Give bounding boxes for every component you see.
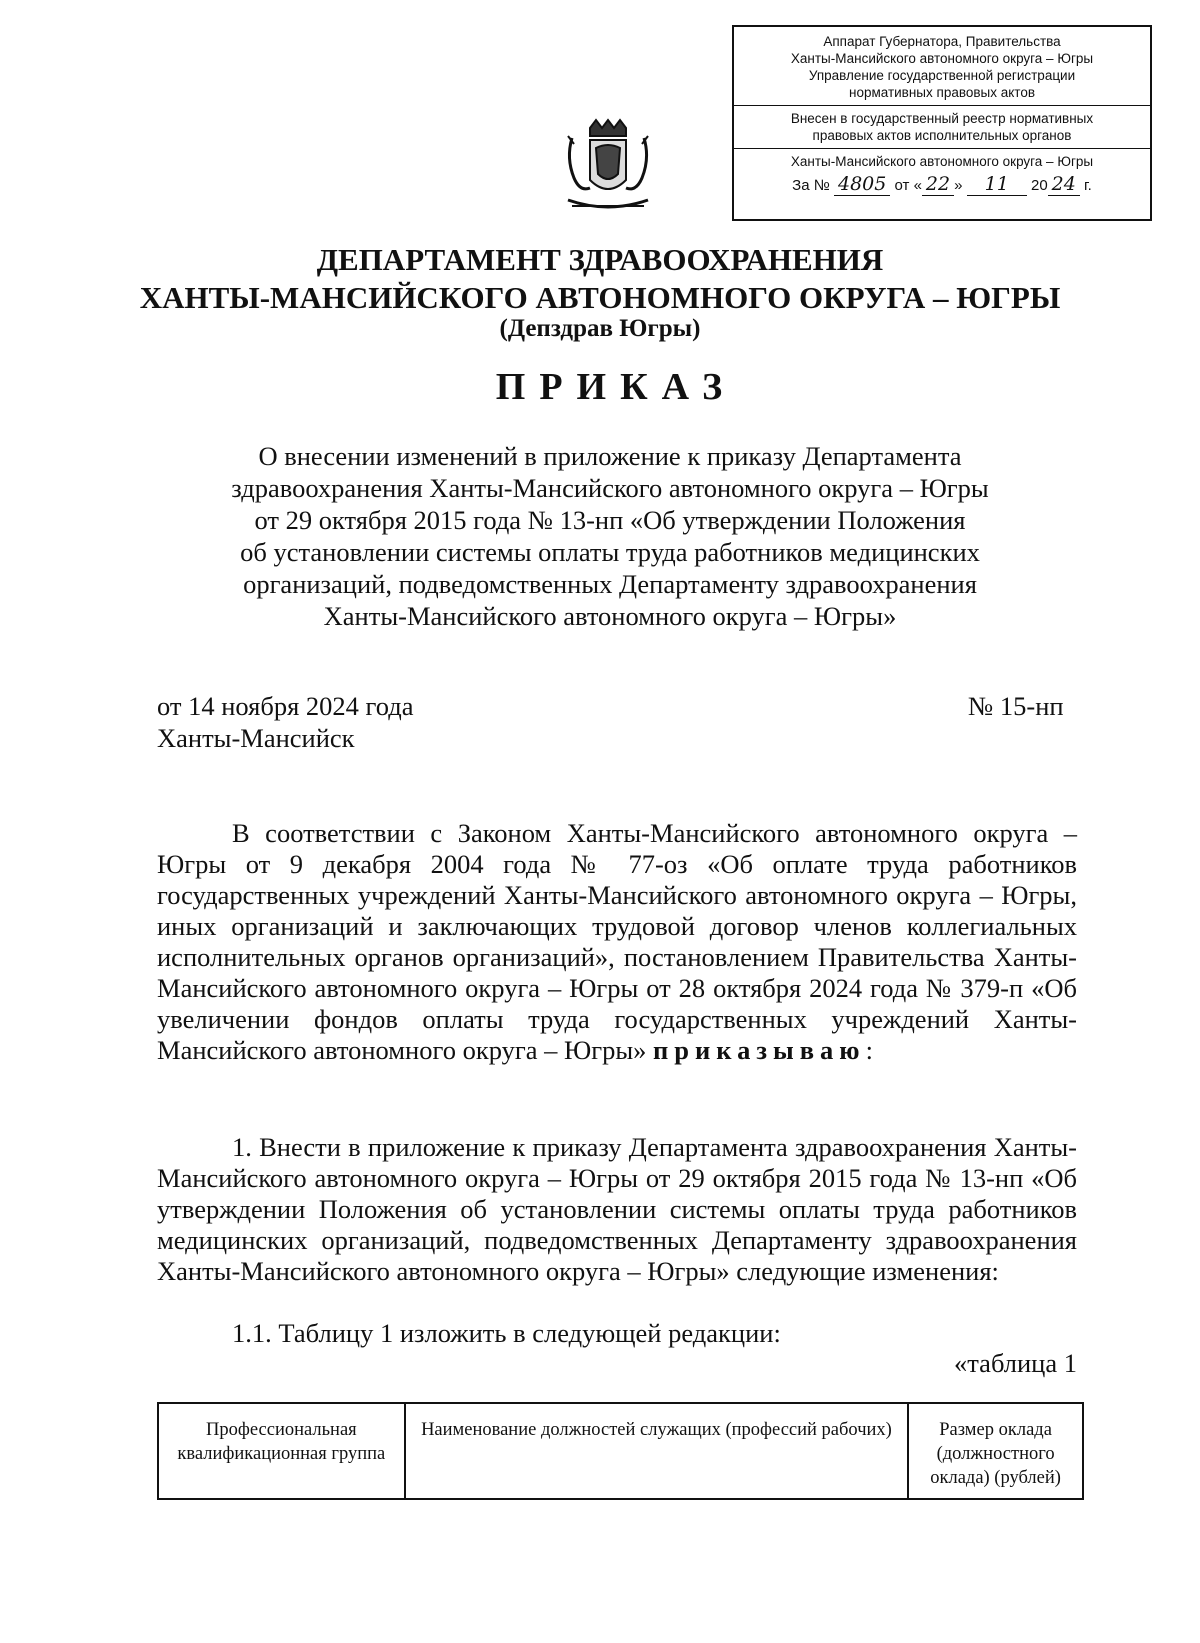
stamp-divider (734, 105, 1150, 106)
department-name-line1: ДЕПАРТАМЕНТ ЗДРАВООХРАНЕНИЯ (316, 242, 884, 277)
preamble-text: В соответствии с Законом Ханты-Мансийского автономного округа – Югры от 9 декабря 2004 года № 77-оз «Об оплате труда работников государственных учреждений Ханты-Мансийского автономного округа – Югры, иных организаций и заключающих трудовой договор членов коллегиальных исполнительных органов организаций», постановлением Правительства Ханты-Мансийского автономного округа – Югры от 28 октября 2024 года № 379-п «Об увеличении фондов оплаты труда государственных учреждений Ханты-Мансийского автономного округа – Югры» (157, 818, 1077, 1065)
stamp-line: Внесен в государственный реестр нормативных (790, 111, 1094, 126)
stamp-line: Ханты-Мансийского автономного округа – Югры (790, 154, 1094, 169)
preamble-paragraph (157, 818, 1077, 1066)
stamp-line: Ханты-Мансийского автономного округа – Югры (790, 51, 1094, 66)
subject-line: об установлении системы оплаты труда работников медицинских (240, 537, 980, 567)
stamp-line: Управление государственной регистрации (808, 68, 1076, 83)
department-name-line2: ХАНТЫ-МАНСИЙСКОГО АВТОНОМНОГО ОКРУГА – ЮГРЫ (139, 280, 1061, 315)
clause-1-paragraph: 1. Внести в приложение к приказу Департамента здравоохранения Ханты-Мансийского автономного округа – Югры от 29 октября 2015 года № 13-нп «Об утверждении Положения об установлении системы оплаты труда работников медицинских организаций, подведомственных Департаменту здравоохранения Ханты-Мансийского автономного округа – Югры» следующие изменения: (157, 1132, 1077, 1286)
preamble-end: : (865, 1035, 873, 1065)
reg-number: 4805 (834, 173, 890, 196)
table-header-qualification-group: Профессиональная квалификационная группа (158, 1403, 405, 1499)
subject-line: организаций, подведомственных Департаменту здравоохранения (243, 569, 977, 599)
reg-close: » (954, 177, 963, 194)
stamp-line: Аппарат Губернатора, Правительства (823, 34, 1061, 49)
reg-year-prefix: 20 (1030, 177, 1048, 194)
registration-stamp (732, 25, 1152, 221)
reg-from: от « (894, 177, 922, 194)
coat-of-arms-emblem (560, 118, 656, 218)
stamp-registration-line (742, 173, 1142, 195)
reg-prefix: За № (792, 177, 830, 194)
document-place: Ханты-Мансийск (157, 723, 355, 753)
subject-line: от 29 октября 2015 года № 13-нп «Об утверждении Положения (254, 505, 966, 535)
stamp-divider (734, 148, 1150, 149)
subject-line: О внесении изменений в приложение к приказу Департамента (258, 441, 962, 471)
document-date-place (157, 690, 413, 754)
reg-month: 11 (967, 173, 1027, 196)
subject-line: здравоохранения Ханты-Мансийского автономного округа – Югры (231, 473, 989, 503)
department-short-name: (Депздрав Югры) (499, 315, 701, 342)
document-number: № 15-нп (968, 691, 1064, 721)
table-label: «таблица 1 (954, 1348, 1077, 1378)
stamp-line: нормативных правовых актов (848, 85, 1036, 100)
clause-1-1-paragraph: 1.1. Таблицу 1 изложить в следующей редакции: (232, 1318, 781, 1348)
document-subject (130, 440, 1090, 632)
document-type-title: ПРИКАЗ (495, 366, 737, 408)
table-header-position-names: Наименование должностей служащих (профессий рабочих) (405, 1403, 909, 1499)
reg-suffix: г. (1084, 177, 1092, 194)
table-header-salary: Размер оклада (должностного оклада) (рублей) (908, 1403, 1083, 1499)
reg-year: 24 (1048, 173, 1080, 196)
subject-line: Ханты-Мансийского автономного округа – Югры» (323, 601, 897, 631)
order-word: приказываю (653, 1035, 866, 1065)
stamp-line: правовых актов исполнительных органов (812, 128, 1072, 143)
document-date: от 14 ноября 2024 года (157, 691, 414, 721)
reg-day: 22 (922, 173, 954, 196)
table-header-row (158, 1403, 1083, 1499)
salary-table (157, 1402, 1084, 1500)
